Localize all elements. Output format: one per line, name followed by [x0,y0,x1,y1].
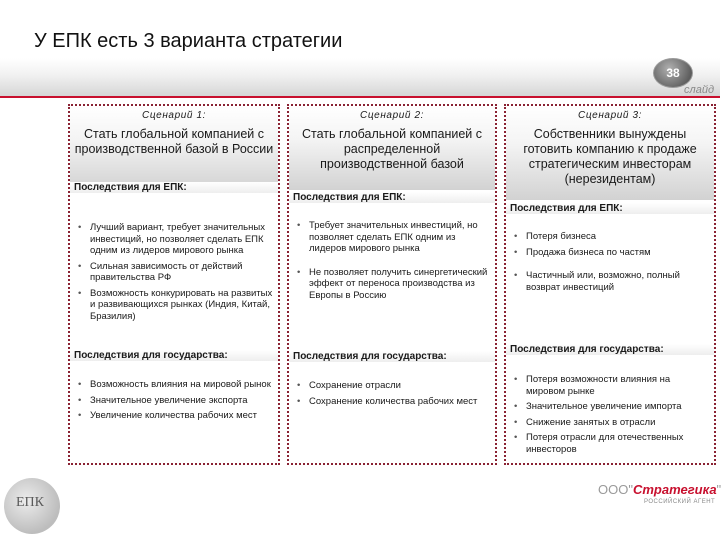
scenario-3-epk-list [506,231,714,297]
list-item: • Не позволяет получить синергетический эффект от переноса производства из Европы в Россию [309,267,491,302]
scenario-1-label: Сценарий 1: [142,110,206,121]
scenario-3-epk-heading: Последствия для ЕПК: [506,203,714,214]
scenario-1-state-list [70,379,278,426]
scenario-2-title: Стать глобальной компанией с распределенной производственной базой [301,127,483,171]
scenario-2-column [287,104,497,465]
list-item: • Лучший вариант, требует значительных инвестиций, но позволяет сделать ЕПК одним из лидеров мирового рынка [90,222,274,257]
page-number-badge: 38 [653,58,693,88]
list-item: • Сохранение отрасли [309,380,491,392]
header-band [0,58,720,96]
scenario-3-column [504,104,716,465]
list-item: • Возможность влияния на мировой рынок [90,379,274,391]
list-item: • Значительное увеличение импорта [526,401,710,413]
list-item: • Значительное увеличение экспорта [90,395,274,407]
list-item: • Возможность конкурировать на развитых и развивающихся рынках (Индия, Китай, Бразилия) [90,288,274,323]
list-item: • Сильная зависимость от действий правительства РФ [90,261,274,284]
scenario-3-label: Сценарий 3: [578,110,642,121]
brand-suffix: " [716,482,721,497]
list-item: • Потеря бизнеса [526,231,710,243]
brand-prefix: ООО" [598,482,633,497]
scenario-3-state-heading: Последствия для государства: [506,344,714,355]
list-item: • Продажа бизнеса по частям [526,247,710,259]
list-item: • Частичный или, возможно, полный возврат инвестиций [526,270,710,293]
brand-name: Стратегика [632,482,717,497]
list-item: • Снижение занятых в отрасли [526,417,710,429]
epk-logo-text: ЕПК [16,495,44,510]
scenario-3-title: Собственники вынуждены готовить компанию к продаже стратегическим инвесторам (нерезидентам) [523,127,697,186]
scenario-1-epk-list [70,222,278,326]
page-label: слайд [684,84,715,96]
list-item: • Потеря возможности влияния на мировом рынке [526,374,710,397]
scenario-1-epk-heading: Последствия для ЕПК: [70,182,278,193]
scenario-1-column [68,104,280,465]
scenario-2-epk-heading: Последствия для ЕПК: [289,192,495,203]
brand-tagline: РОССИЙСКИЙ АГЕНТ [644,499,716,505]
scenario-1-header [70,106,278,190]
list-item: • Сохранение количества рабочих мест [309,396,491,408]
scenario-1-state-heading: Последствия для государства: [70,350,278,361]
scenario-3-header [506,106,714,200]
scenario-2-state-list [289,380,495,411]
list-item: • Требует значительных инвестиций, но позволяет сделать ЕПК одним из лидеров мирового рынка [309,220,491,255]
scenario-1-title: Стать глобальной компанией с производственной базой в России [74,127,274,156]
scenario-3-state-list [506,374,714,459]
scenario-2-epk-list [289,220,495,305]
list-item: • Увеличение количества рабочих мест [90,410,274,422]
scenario-2-header [289,106,495,190]
header-divider [0,96,720,98]
brand-logo [598,482,721,497]
slide-title: У ЕПК есть 3 варианта стратегии [34,30,343,52]
scenario-2-label: Сценарий 2: [360,110,424,121]
list-item: • Потеря отрасли для отечественных инвесторов [526,432,710,455]
scenario-2-state-heading: Последствия для государства: [289,351,495,362]
